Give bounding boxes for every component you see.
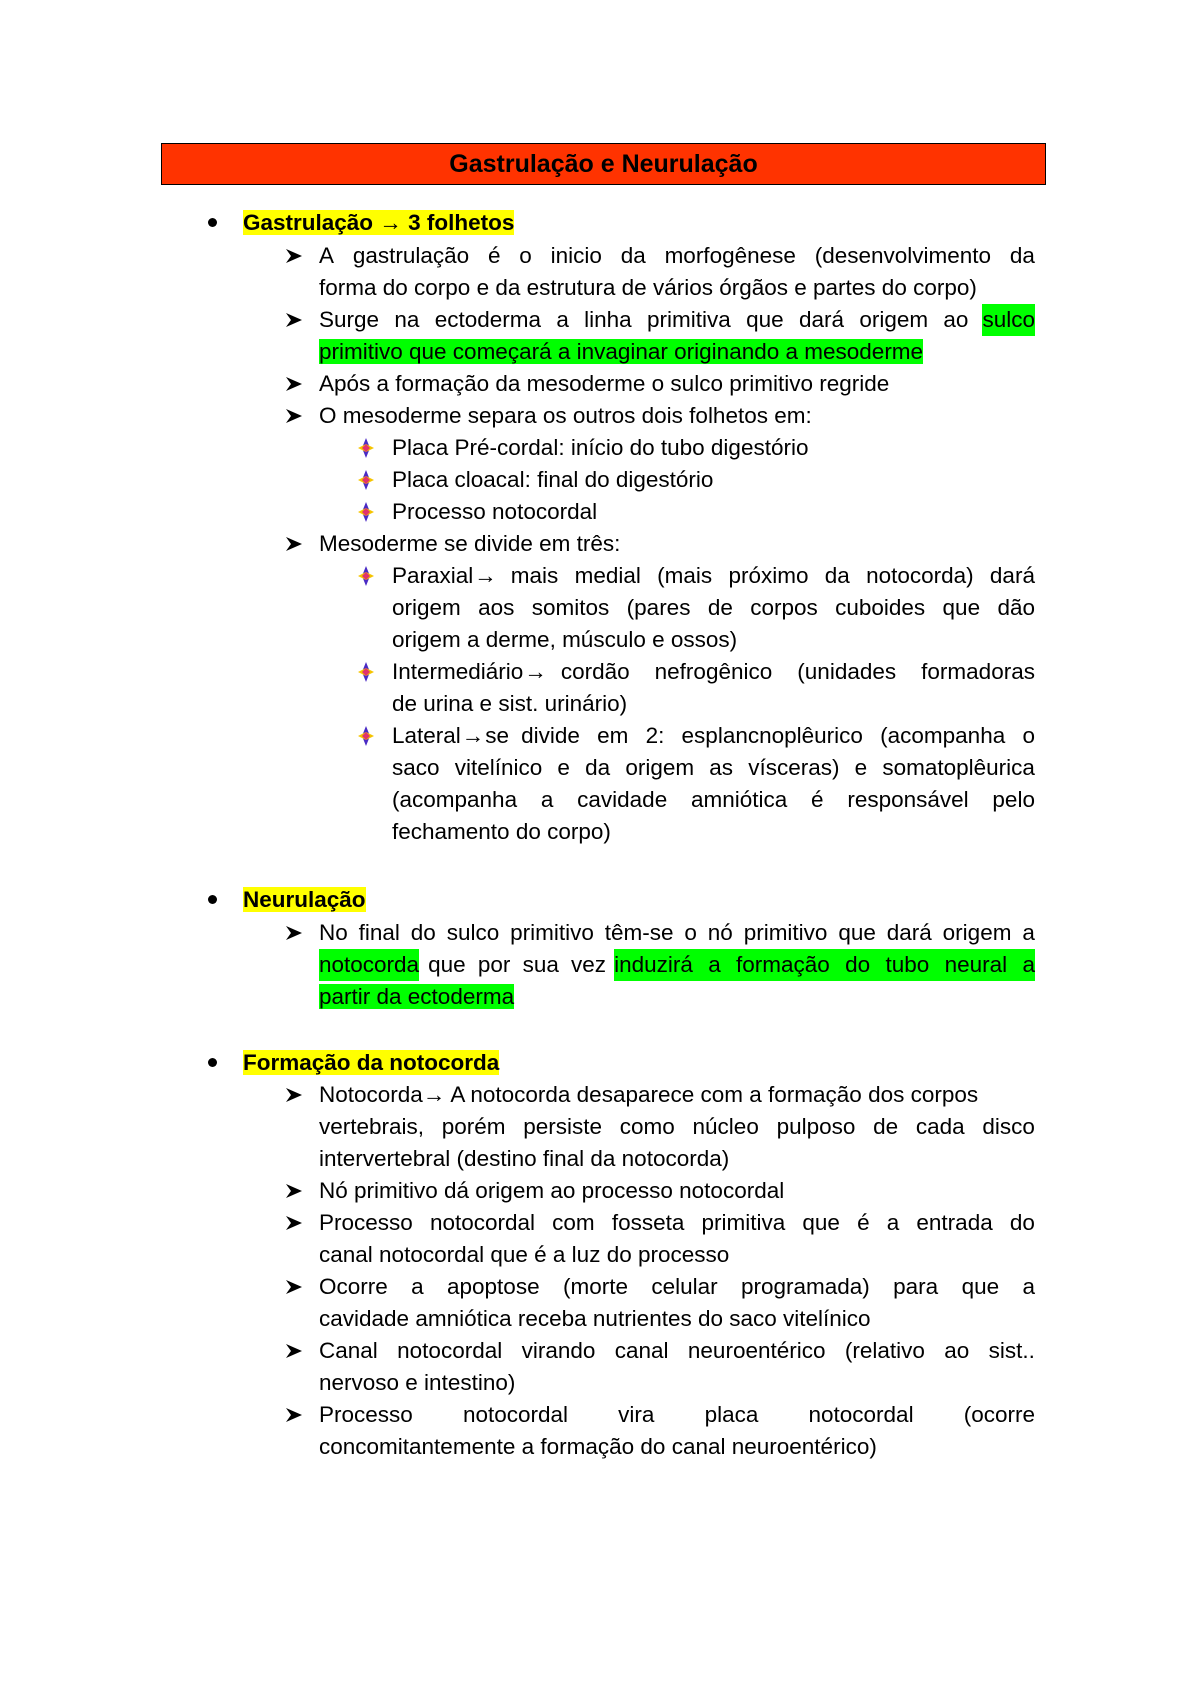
- word: (relativo: [844, 1338, 925, 1363]
- word: que: [961, 1274, 1000, 1299]
- diamond-bullet-icon: [355, 496, 377, 528]
- word: mais: [510, 563, 559, 588]
- word: a: [556, 307, 569, 332]
- text-line: [392, 656, 1035, 688]
- word: corpos: [750, 595, 818, 620]
- word: sist..: [988, 1338, 1035, 1363]
- arrowhead-bullet-icon: [283, 1079, 305, 1111]
- word: vira: [618, 1402, 655, 1427]
- arrowhead-bullet-icon: [283, 1207, 305, 1239]
- word: o: [519, 243, 532, 268]
- green-highlight: partir da ectoderma: [319, 984, 515, 1009]
- text-line: forma do corpo e da estrutura de vários órgãos e partes do corpo): [319, 275, 977, 300]
- green-highlight: [614, 949, 1035, 981]
- word: é: [857, 1210, 870, 1235]
- word: neuroentérico: [687, 1338, 826, 1363]
- text-line: Mesoderme se divide em três:: [319, 531, 621, 556]
- word: têm-se: [604, 920, 674, 945]
- term-label: Paraxial: [392, 563, 474, 588]
- word: na: [394, 307, 420, 332]
- word: (acompanha: [392, 787, 518, 812]
- word: de: [707, 595, 733, 620]
- text-line: [319, 336, 923, 368]
- arrow-right-icon: →: [422, 1082, 451, 1107]
- justified-line: [319, 1111, 1035, 1143]
- word: disco: [982, 1114, 1035, 1139]
- diamond-bullet-icon: [355, 464, 377, 496]
- bullet-dot-icon: [208, 895, 217, 904]
- arrowhead-bullet-icon: [283, 240, 305, 272]
- term-label: Lateral: [392, 723, 461, 748]
- word: pulposo: [776, 1114, 856, 1139]
- word: o: [684, 920, 697, 945]
- justified-line: [392, 592, 1035, 624]
- word: apoptose: [447, 1274, 540, 1299]
- word: e: [557, 755, 570, 780]
- word: Ocorre: [319, 1274, 388, 1299]
- word: fosseta: [611, 1210, 685, 1235]
- word: que: [942, 595, 981, 620]
- word: (unidades: [797, 659, 897, 684]
- word: ectoderma: [434, 307, 542, 332]
- word: como: [619, 1114, 675, 1139]
- word: sulco: [446, 920, 500, 945]
- word: a: [886, 1210, 900, 1235]
- justified-line: [319, 1399, 1035, 1431]
- word: a: [1022, 952, 1035, 977]
- word: cordão: [560, 659, 630, 684]
- word: Surge: [319, 307, 380, 332]
- text-line: [319, 1079, 978, 1111]
- word: a: [708, 952, 721, 977]
- heading-label: Formação da notocorda: [243, 1050, 500, 1075]
- word: é: [811, 787, 824, 812]
- section-heading-notocorda: [208, 1047, 499, 1079]
- word: saco: [392, 755, 440, 780]
- word: vitelínico: [454, 755, 543, 780]
- word: divide: [521, 723, 580, 748]
- arrowhead-bullet-icon: [283, 304, 305, 336]
- word: somitos: [531, 595, 610, 620]
- word: (desenvolvimento: [814, 243, 992, 268]
- heading-tail: 3 folhetos: [408, 210, 515, 235]
- word: vertebrais,: [319, 1114, 425, 1139]
- arrowhead-bullet-icon: [283, 400, 305, 432]
- word: programada): [740, 1274, 870, 1299]
- word: primitiva: [701, 1210, 786, 1235]
- word: primitiva: [647, 307, 731, 332]
- justified-words: [521, 720, 1035, 752]
- justified-line: [319, 1207, 1035, 1239]
- word: por: [477, 952, 511, 977]
- word: dará: [989, 563, 1035, 588]
- word: é: [487, 243, 501, 268]
- arrowhead-bullet-icon: [283, 368, 305, 400]
- word: linha: [584, 307, 632, 332]
- word: se: [485, 723, 510, 748]
- bullet-dot-icon: [208, 1058, 217, 1067]
- word: vísceras): [748, 755, 840, 780]
- word: neural: [944, 952, 1008, 977]
- word: gastrulação: [352, 243, 470, 268]
- arrow-right-icon: →: [524, 659, 547, 684]
- word: nó: [707, 920, 733, 945]
- word: para: [893, 1274, 939, 1299]
- diamond-bullet-icon: [355, 656, 377, 688]
- arrow-right-icon: →: [379, 210, 402, 235]
- term-label: Notocorda: [319, 1082, 423, 1107]
- word: (pares: [626, 595, 691, 620]
- word: núcleo: [692, 1114, 759, 1139]
- text-line: [392, 720, 1035, 752]
- word: Canal: [319, 1338, 378, 1363]
- arrowhead-bullet-icon: [283, 1175, 305, 1207]
- word: e: [854, 755, 868, 780]
- heading-label: Gastrulação: [243, 210, 374, 235]
- word: tubo: [885, 952, 930, 977]
- word: da: [824, 563, 850, 588]
- heading-label: Neurulação: [243, 887, 366, 912]
- word: notocordal: [462, 1402, 569, 1427]
- text-line: canal notocordal que é a luz do processo: [319, 1242, 730, 1267]
- text-line: Processo notocordal: [392, 499, 598, 524]
- word: cavidade: [577, 787, 668, 812]
- word: a: [1022, 920, 1035, 945]
- word: a: [1022, 1274, 1035, 1299]
- word: (mais: [657, 563, 713, 588]
- word: final: [358, 920, 400, 945]
- word: morfogênese: [664, 243, 796, 268]
- text-line: Placa cloacal: final do digestório: [392, 467, 714, 492]
- arrowhead-bullet-icon: [283, 1271, 305, 1303]
- word: notocorda): [866, 563, 974, 588]
- word: (acompanha: [880, 723, 1006, 748]
- text-line: Placa Pré-cordal: início do tubo digestório: [392, 435, 809, 460]
- word: formadoras: [921, 659, 1035, 684]
- word: notocordal: [429, 1210, 536, 1235]
- word: cada: [915, 1114, 965, 1139]
- justified-line: [319, 240, 1035, 272]
- word: pelo: [992, 787, 1035, 812]
- green-highlight: notocorda: [319, 949, 419, 981]
- text-line: nervoso e intestino): [319, 1370, 516, 1395]
- word: inicio: [550, 243, 602, 268]
- text-line: concomitantemente a formação do canal neuroentérico): [319, 1434, 877, 1459]
- text-line: [319, 981, 514, 1013]
- word: que: [428, 952, 466, 977]
- justified-words: [561, 656, 1035, 688]
- word: da: [1009, 243, 1035, 268]
- term-label: Intermediário: [392, 659, 524, 684]
- text-line: [392, 560, 1035, 592]
- word: as: [709, 755, 734, 780]
- green-highlight: sulco: [982, 304, 1035, 336]
- text-line: de urina e sist. urinário): [392, 691, 628, 716]
- word: 2:: [645, 723, 665, 748]
- text-line: cavidade amniótica receba nutrientes do saco vitelínico: [319, 1306, 871, 1331]
- arrowhead-bullet-icon: [283, 1335, 305, 1367]
- word: dão: [997, 595, 1035, 620]
- justified-line: [392, 752, 1035, 784]
- word: ao: [943, 307, 969, 332]
- word: celular: [651, 1274, 718, 1299]
- word: em: [597, 723, 629, 748]
- word: origem: [859, 307, 929, 332]
- word: que: [746, 307, 784, 332]
- word: cuboides: [835, 595, 926, 620]
- word: (ocorre: [963, 1402, 1035, 1427]
- word: que: [838, 920, 876, 945]
- justified-words: [428, 949, 606, 981]
- word: placa: [704, 1402, 759, 1427]
- word: amniótica: [690, 787, 788, 812]
- word: origem: [392, 595, 461, 620]
- text-line: Nó primitivo dá origem ao processo notocordal: [319, 1178, 785, 1203]
- word: medial: [574, 563, 641, 588]
- word: da: [620, 243, 646, 268]
- word: do: [845, 952, 871, 977]
- diamond-bullet-icon: [355, 432, 377, 464]
- text-line-with-highlight: [319, 304, 1035, 336]
- word: que: [802, 1210, 840, 1235]
- word: com: [552, 1210, 595, 1235]
- word: o: [1022, 723, 1035, 748]
- justified-line: [319, 1271, 1035, 1303]
- justified-line: [319, 917, 1035, 949]
- diamond-bullet-icon: [355, 560, 377, 592]
- document-title: Gastrulação e Neurulação: [161, 143, 1046, 185]
- justified-words: [511, 560, 1035, 592]
- word: formação: [736, 952, 830, 977]
- word: induzirá: [614, 952, 693, 977]
- word: porém: [441, 1114, 506, 1139]
- bullet-dot-icon: [208, 218, 217, 227]
- word: No: [319, 920, 348, 945]
- section-heading-neurulacao: [208, 884, 366, 916]
- word: do: [410, 920, 436, 945]
- justified-line: [319, 1335, 1035, 1367]
- word: vez: [571, 952, 607, 977]
- text-line: fechamento do corpo): [392, 819, 611, 844]
- word: esplancnoplêurico: [681, 723, 863, 748]
- word: dará: [886, 920, 932, 945]
- justified-words: [319, 304, 968, 336]
- word: do: [1009, 1210, 1035, 1235]
- text-line: O mesoderme separa os outros dois folhetos em:: [319, 403, 812, 428]
- word: somatoplêurica: [882, 755, 1035, 780]
- arrowhead-bullet-icon: [283, 1399, 305, 1431]
- word: a: [411, 1274, 424, 1299]
- word: (morte: [562, 1274, 628, 1299]
- arrowhead-bullet-icon: [283, 917, 305, 949]
- justified-line: [392, 784, 1035, 816]
- word: de: [873, 1114, 899, 1139]
- arrowhead-bullet-icon: [283, 528, 305, 560]
- word: Processo: [319, 1210, 413, 1235]
- word: aos: [478, 595, 515, 620]
- green-highlight: primitivo que começará a invaginar originando a mesoderme: [319, 339, 924, 364]
- word: dará: [798, 307, 844, 332]
- word: persiste: [523, 1114, 603, 1139]
- text-line: Após a formação da mesoderme o sulco primitivo regride: [319, 371, 890, 396]
- word: entrada: [916, 1210, 993, 1235]
- word: origem: [625, 755, 695, 780]
- word: primitivo: [743, 920, 828, 945]
- word: notocordal: [397, 1338, 503, 1363]
- word: a: [540, 787, 554, 812]
- text-line: intervertebral (destino final da notocorda): [319, 1146, 730, 1171]
- word: canal: [614, 1338, 669, 1363]
- word: Processo: [319, 1402, 413, 1427]
- section-heading-gastrulacao: [208, 207, 514, 239]
- word: notocordal: [808, 1402, 914, 1427]
- word: da: [585, 755, 611, 780]
- text-line-with-highlight: [319, 949, 1035, 981]
- word: A: [319, 243, 335, 268]
- word: nefrogênico: [654, 659, 773, 684]
- text: A notocorda desaparece com a formação dos corpos: [450, 1082, 979, 1107]
- word: ao: [944, 1338, 970, 1363]
- arrow-right-icon: →: [474, 563, 497, 588]
- word: sua: [522, 952, 559, 977]
- diamond-bullet-icon: [355, 720, 377, 752]
- word: próximo: [728, 563, 809, 588]
- text-line: origem a derme, músculo e ossos): [392, 627, 738, 652]
- arrow-right-icon: →: [461, 723, 485, 748]
- word: origem: [942, 920, 1012, 945]
- word: virando: [521, 1338, 596, 1363]
- word: primitivo: [510, 920, 594, 945]
- word: responsável: [847, 787, 969, 812]
